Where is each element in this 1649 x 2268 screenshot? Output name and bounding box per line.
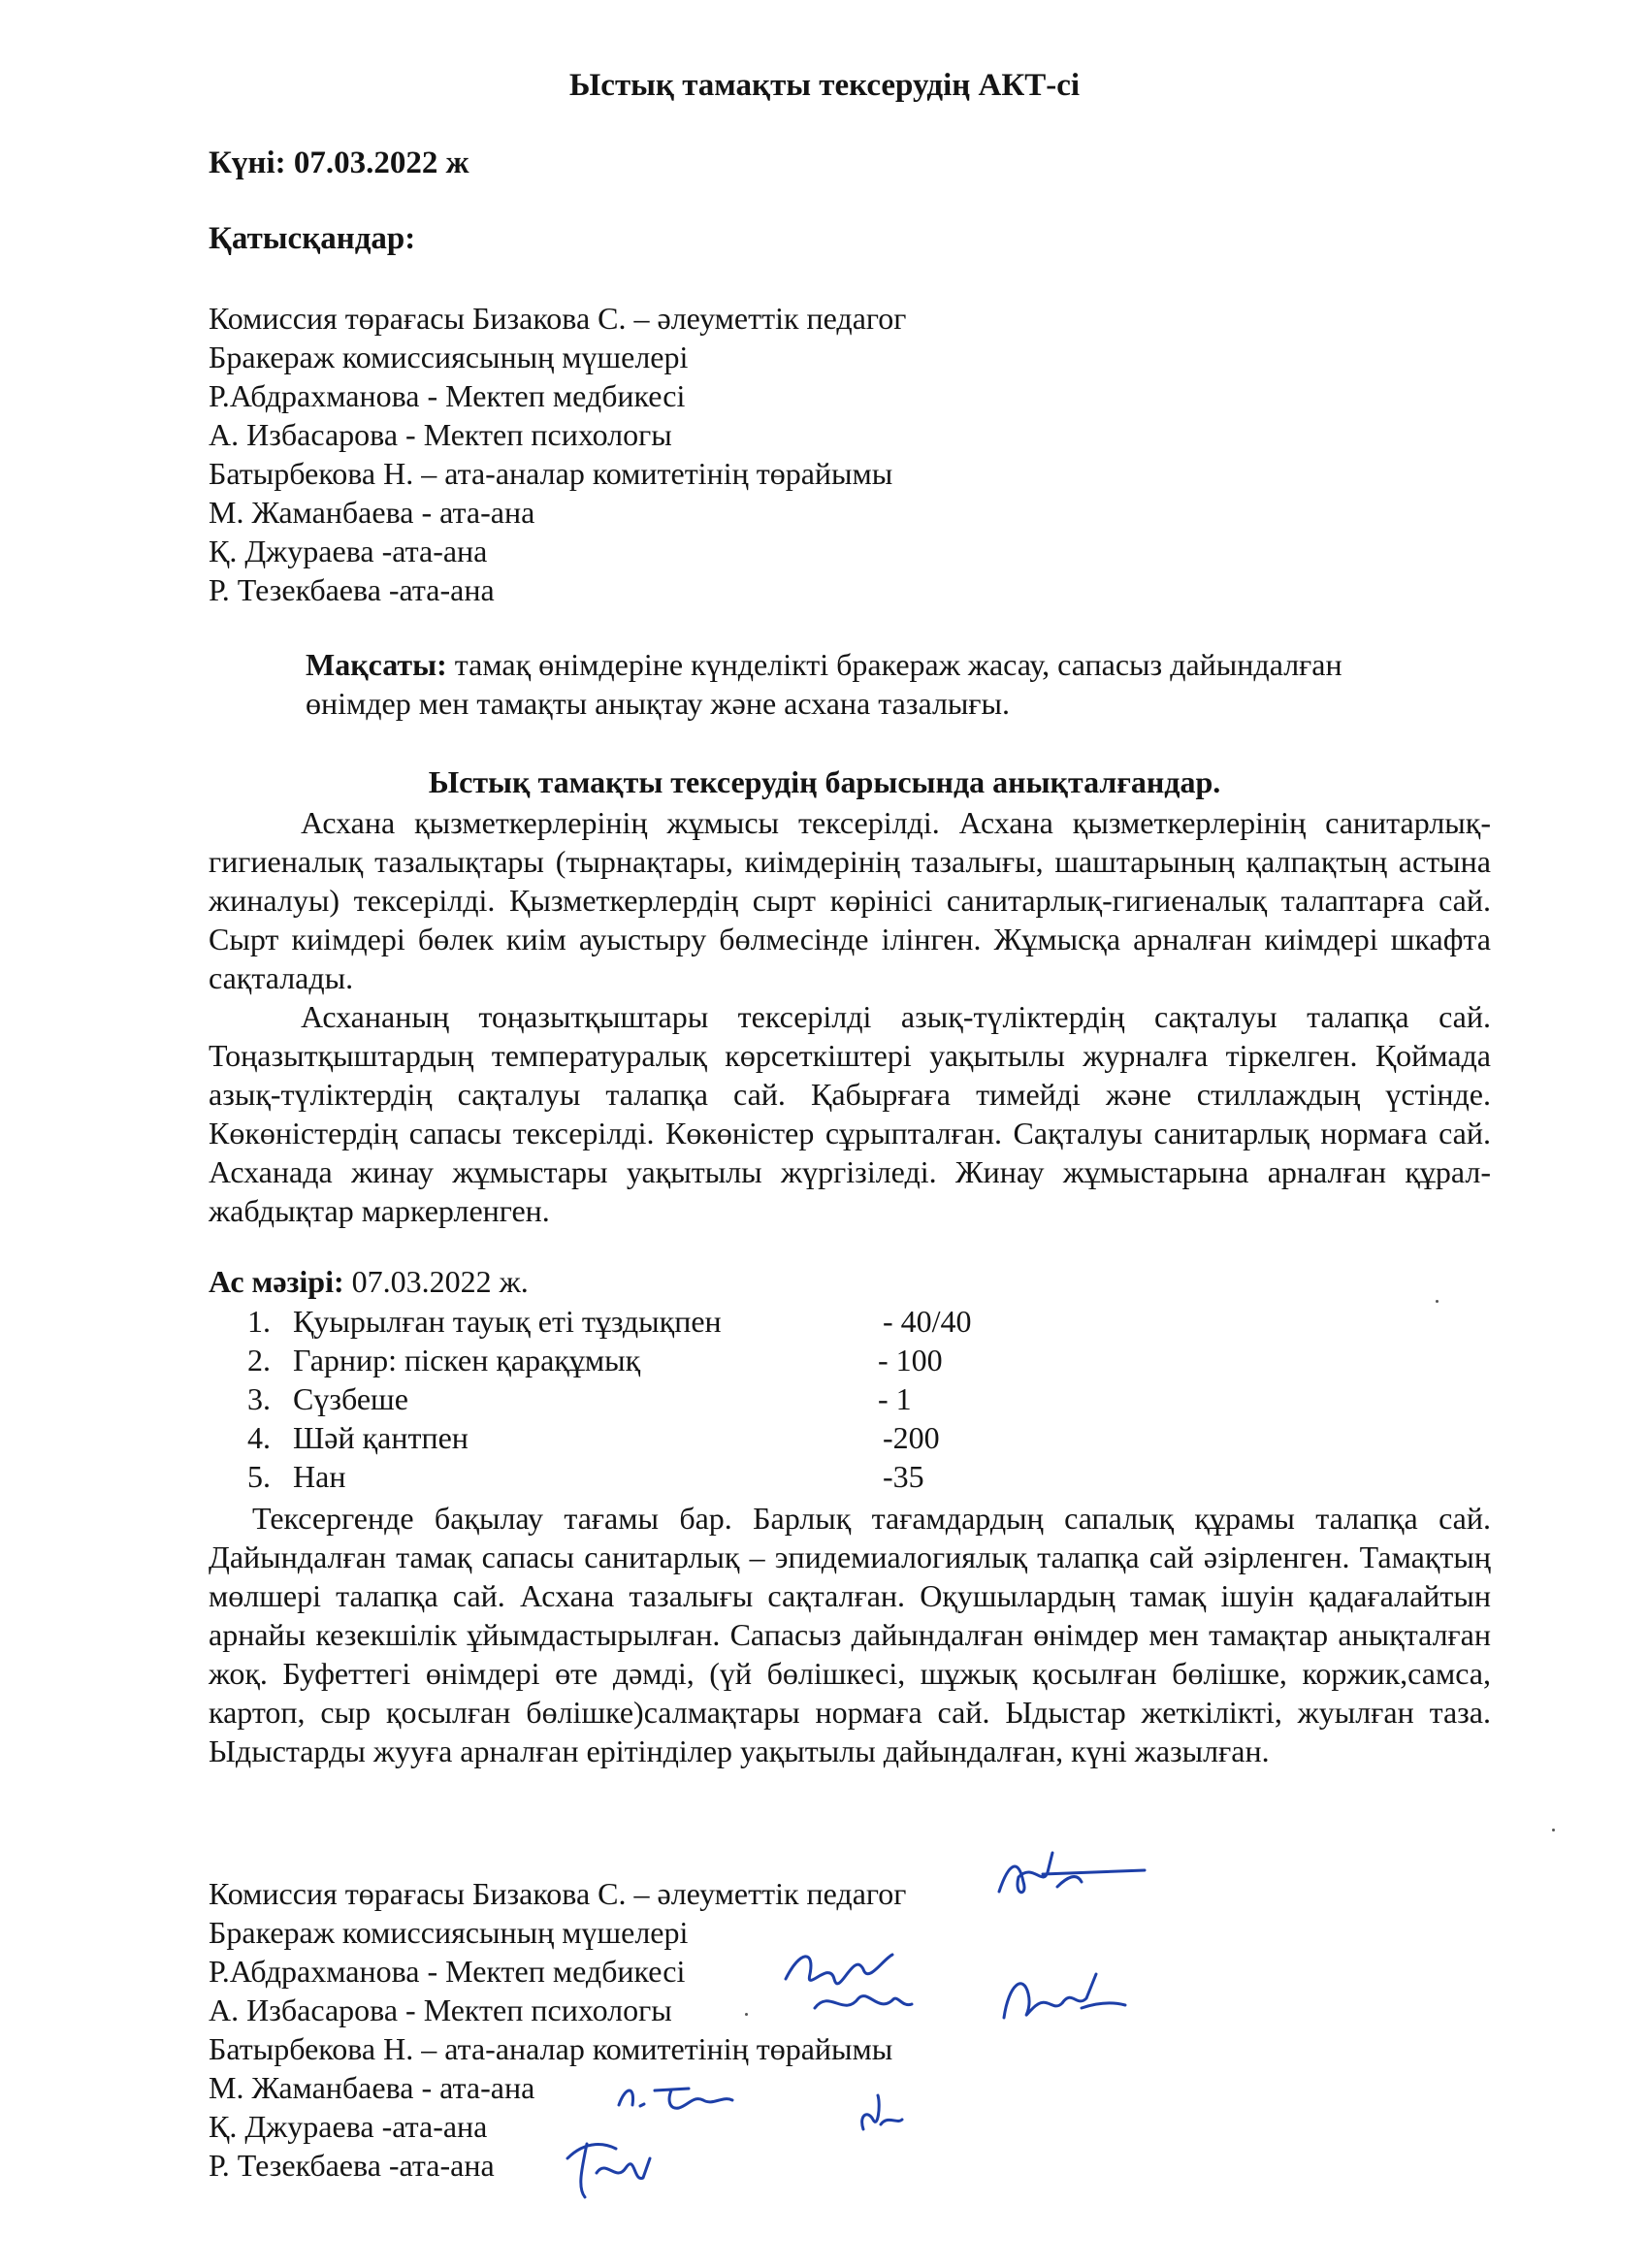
menu-item-name: Сүзбеше [293,1381,408,1416]
signature-zhamanbaeva [611,2071,747,2120]
signature-bizakova [989,1843,1154,1911]
goal-paragraph [306,645,1373,723]
findings-heading: Ыстық тамақты тексерудің барысында анықталғандар. [428,764,1221,799]
menu-item-quantity: - 40/40 [883,1304,972,1339]
signature-dzhuraeva [844,2086,922,2144]
menu-label: Ас мәзірі: [209,1264,344,1299]
menu-item [247,1302,1023,1341]
participant-line: А. Избасарова - Мектеп психологы [209,417,672,452]
document-date: Күні: 07.03.2022 ж [209,146,469,180]
signatory-line: Бракераж комиссиясының мүшелері [209,1915,689,1950]
participant-line: Р. Тезекбаева -ата-ана [209,572,495,607]
participant-line: М. Жаманбаева - ата-ана [209,495,535,530]
participant-line: Комиссия төрағасы Бизакова С. – әлеуметтік педагог [209,301,907,336]
menu-item-name: Қуырылған тауық еті тұздықпен [293,1304,722,1339]
signatory-line: Р.Абдрахманова - Мектеп медбикесі [209,1954,686,1989]
menu-item-quantity: -35 [883,1459,924,1494]
participants-heading: Қатысқандар: [209,221,416,256]
menu-item-number: 2. [247,1343,271,1377]
signatory-line: А. Избасарова - Мектеп психологы [209,1993,672,2027]
menu-item-number: 1. [247,1304,271,1339]
signatory-line: Батырбекова Н. – ата-аналар комитетінің төрайымы [209,2031,893,2066]
participant-line: Р.Абдрахманова - Мектеп медбикесі [209,378,686,413]
goal-label: Мақсаты: [306,647,447,682]
conclusion-paragraph: Тексергенде бақылау тағамы бар. Барлық тағамдардың сапалық құрамы талапқа сай. Дайындалған тамақ сапасы санитарлық – эпидемиалогиялық талапқа сай әзірленген. Тамақтың мөлшері талапқа сай. Асхана тазалығы сақталған. Оқушылардың тамақ ішуін қадағалайтын арнайы кезекшілік ұйымдастырылған. Сапасыз дайындалған өнімдер мен тамақтар анықталған жоқ. Буфеттегі өнімдері өте дәмді, (үй бөлішкесі, шұжық қосылған бөлішке, коржик,самса, картоп, сыр қосылған бөлішке)салмақтары нормаға сай. Ыдыстар жеткілікті, жуылған таза. Ыдыстарды жууға арналған ерітінділер уақытылы дайындалған, күні жазылған. [209,1501,1491,1768]
document-title: Ыстық тамақты тексерудің АКТ-сі [568,68,1081,103]
menu-heading [209,1264,529,1300]
menu-item [247,1457,1023,1496]
findings-paragraph: Асхананың тоңазытқыштары тексерілді азық-түліктердің сақталуы талапқа сай. Тоңазытқыштардың температуралық көрсеткіштері уақытылы журналға тіркелген. Қоймада азық-түліктердің сақталуы талапқа сай. Қабырғаға тимейді және стиллаждың үстінде. Көкөністердің сапасы тексерілді. Көкөністер сұрыпталған. Сақталуы санитарлық нормаға сай. Асханада жинау жұмыстары уақытылы жүргізіледі. Жинау жұмыстарына арналған құрал-жабдықтар маркерленген. [209,999,1491,1228]
menu-item-quantity: - 1 [878,1381,912,1416]
menu-item-name: Шәй қантпен [293,1420,469,1455]
participant-line: Батырбекова Н. – ата-аналар комитетінің төрайымы [209,456,893,491]
signatory-line: Қ. Джураева -ата-ана [209,2109,488,2144]
goal-text: тамақ өнімдеріне күнделікті бракераж жасау, сапасыз дайындалған өнімдер мен тамақты анықтау және асхана тазалығы. [306,647,1342,721]
signature-batyrbekova [989,1964,1135,2037]
participant-line: Бракераж комиссиясының мүшелері [209,340,689,374]
menu-item [247,1379,1023,1418]
menu-item-number: 3. [247,1381,271,1416]
menu-item-number: 5. [247,1459,271,1494]
menu-item-quantity: - 100 [878,1343,943,1377]
menu-item-quantity: -200 [883,1420,940,1455]
menu-item-name: Нан [293,1459,346,1494]
menu-date: 07.03.2022 ж. [343,1264,529,1299]
menu-list [247,1302,1023,1496]
menu-item [247,1418,1023,1457]
ink-dot [1552,1829,1555,1831]
signatory-line: Р. Тезекбаева -ата-ана [209,2148,495,2183]
menu-item-name: Гарнир: піскен қарақұмық [293,1343,641,1377]
participant-line: Қ. Джураева -ата-ана [209,534,488,568]
menu-item-number: 4. [247,1420,271,1455]
signature-tezekbaeva [558,2129,664,2207]
participants-list [209,299,906,609]
menu-item [247,1341,1023,1379]
signature-abdrakhmanova [776,1940,922,2032]
findings-paragraph: Асхана қызметкерлерінің жұмысы тексерілді. Асхана қызметкерлерінің санитарлық-гигиеналық тазалықтары (тырнақтары, киімдерінің тазалығы, шаштарының қалпақтың астына жиналуы) тексерілді. Қызметкерлердің сырт көрінісі санитарлық-гигиеналық талаптарға сай. Сырт киімдері бөлек киім ауыстыру бөлмесінде ілінген. Жұмысқа арналған киімдері шкафта сақталады. [209,805,1491,995]
signatory-line: Комиссия төрағасы Бизакова С. – әлеуметтік педагог [209,1876,907,1911]
ink-dot [745,2013,748,2016]
ink-dot [1436,1300,1439,1303]
signatory-line: М. Жаманбаева - ата-ана [209,2070,535,2105]
